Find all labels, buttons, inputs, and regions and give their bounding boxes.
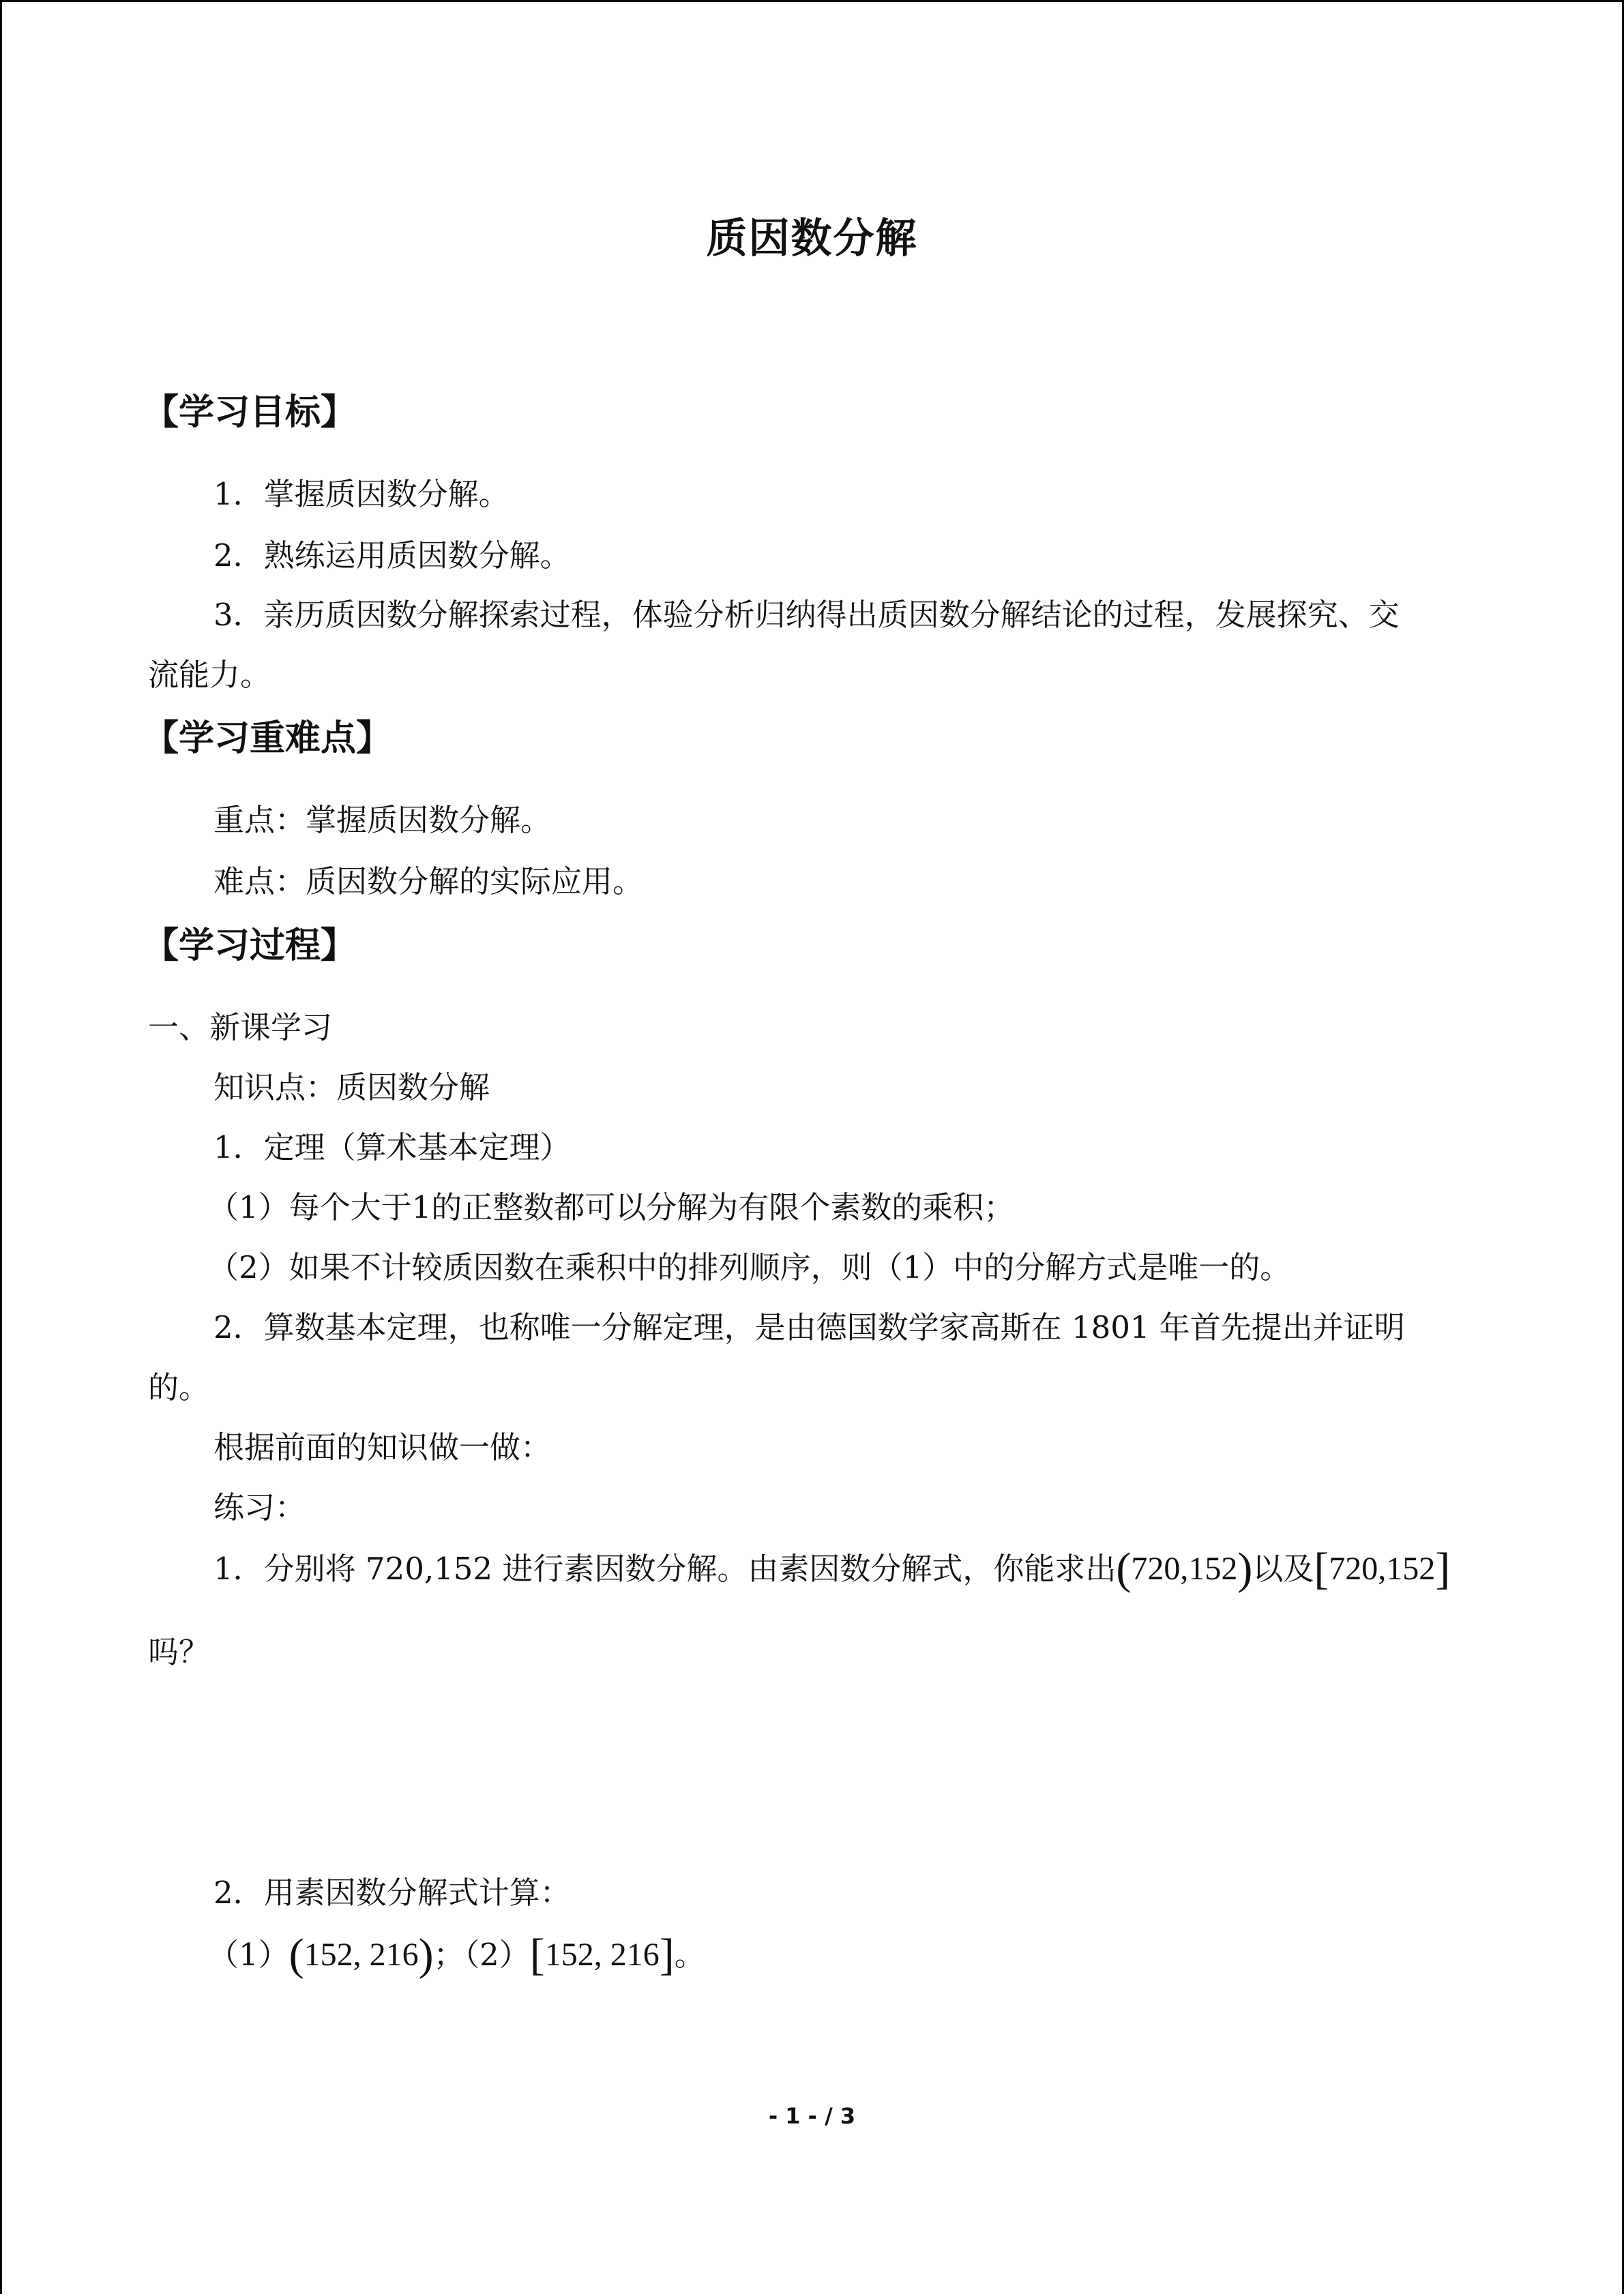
exercise-2-intro: 2．用素因数分解式计算： <box>213 1875 571 1911</box>
exercise-1-suffix: 吗？ <box>148 1634 210 1670</box>
page-title: 质因数分解 <box>706 215 918 263</box>
exercise-2-parts <box>208 1930 705 1980</box>
exercise-2-end: 。 <box>674 1937 705 1973</box>
key-point-difficulty: 难点：质因数分解的实际应用。 <box>213 863 644 899</box>
history-note: 2．算数基本定理，也称唯一分解定理，是由德国数学家高斯在 1801 年首先提出并证明 <box>213 1309 1405 1345</box>
objective-item-1: 1．掌握质因数分解。 <box>213 476 510 512</box>
section-heading-process: 【学习过程】 <box>143 925 357 966</box>
theorem-title: 1．定理（算术基本定理） <box>213 1129 571 1165</box>
exercise-2-part2-expr: [152, 216] <box>529 1930 675 1980</box>
history-note-continued: 的。 <box>148 1369 210 1405</box>
objective-item-3: 3．亲历质因数分解探索过程，体验分析归纳得出质因数分解结论的过程，发展探究、交 <box>213 597 1400 633</box>
part-one-heading: 一、新课学习 <box>148 1009 333 1045</box>
theorem-clause-2: （2）如果不计较质因数在乘积中的排列顺序，则（1）中的分解方式是唯一的。 <box>208 1249 1291 1285</box>
knowledge-point: 知识点：质因数分解 <box>213 1069 490 1105</box>
try-it-prompt: 根据前面的知识做一做： <box>213 1429 552 1465</box>
exercise-1-lcm: [720,152] <box>1314 1544 1451 1594</box>
objective-item-3-continued: 流能力。 <box>148 657 271 693</box>
objective-item-2: 2．熟练运用质因数分解。 <box>213 537 571 573</box>
exercise-1-middle: 以及 <box>1252 1551 1314 1587</box>
exercise-2-part2-label: （2） <box>464 1937 530 1973</box>
exercise-1-prefix: 1．分别将 720,152 进行素因数分解。由素因数分解式，你能求出 <box>213 1551 1117 1587</box>
exercise-1-gcd: (720,152) <box>1116 1544 1253 1594</box>
section-heading-objectives: 【学习目标】 <box>143 392 357 433</box>
exercise-2-separator: ； <box>433 1937 464 1973</box>
exercise-2-part1-expr: (152, 216) <box>289 1930 434 1980</box>
theorem-clause-1: （1）每个大于1的正整数都可以分解为有限个素数的乘积； <box>208 1189 1015 1225</box>
exercise-2-part1-label: （1） <box>208 1937 289 1973</box>
exercise-1 <box>213 1544 1451 1594</box>
section-heading-key-points: 【学习重难点】 <box>143 718 392 759</box>
practice-label: 练习： <box>213 1489 306 1525</box>
page-number: - 1 - / 3 <box>768 2103 856 2129</box>
key-point-focus: 重点：掌握质因数分解。 <box>213 802 552 838</box>
